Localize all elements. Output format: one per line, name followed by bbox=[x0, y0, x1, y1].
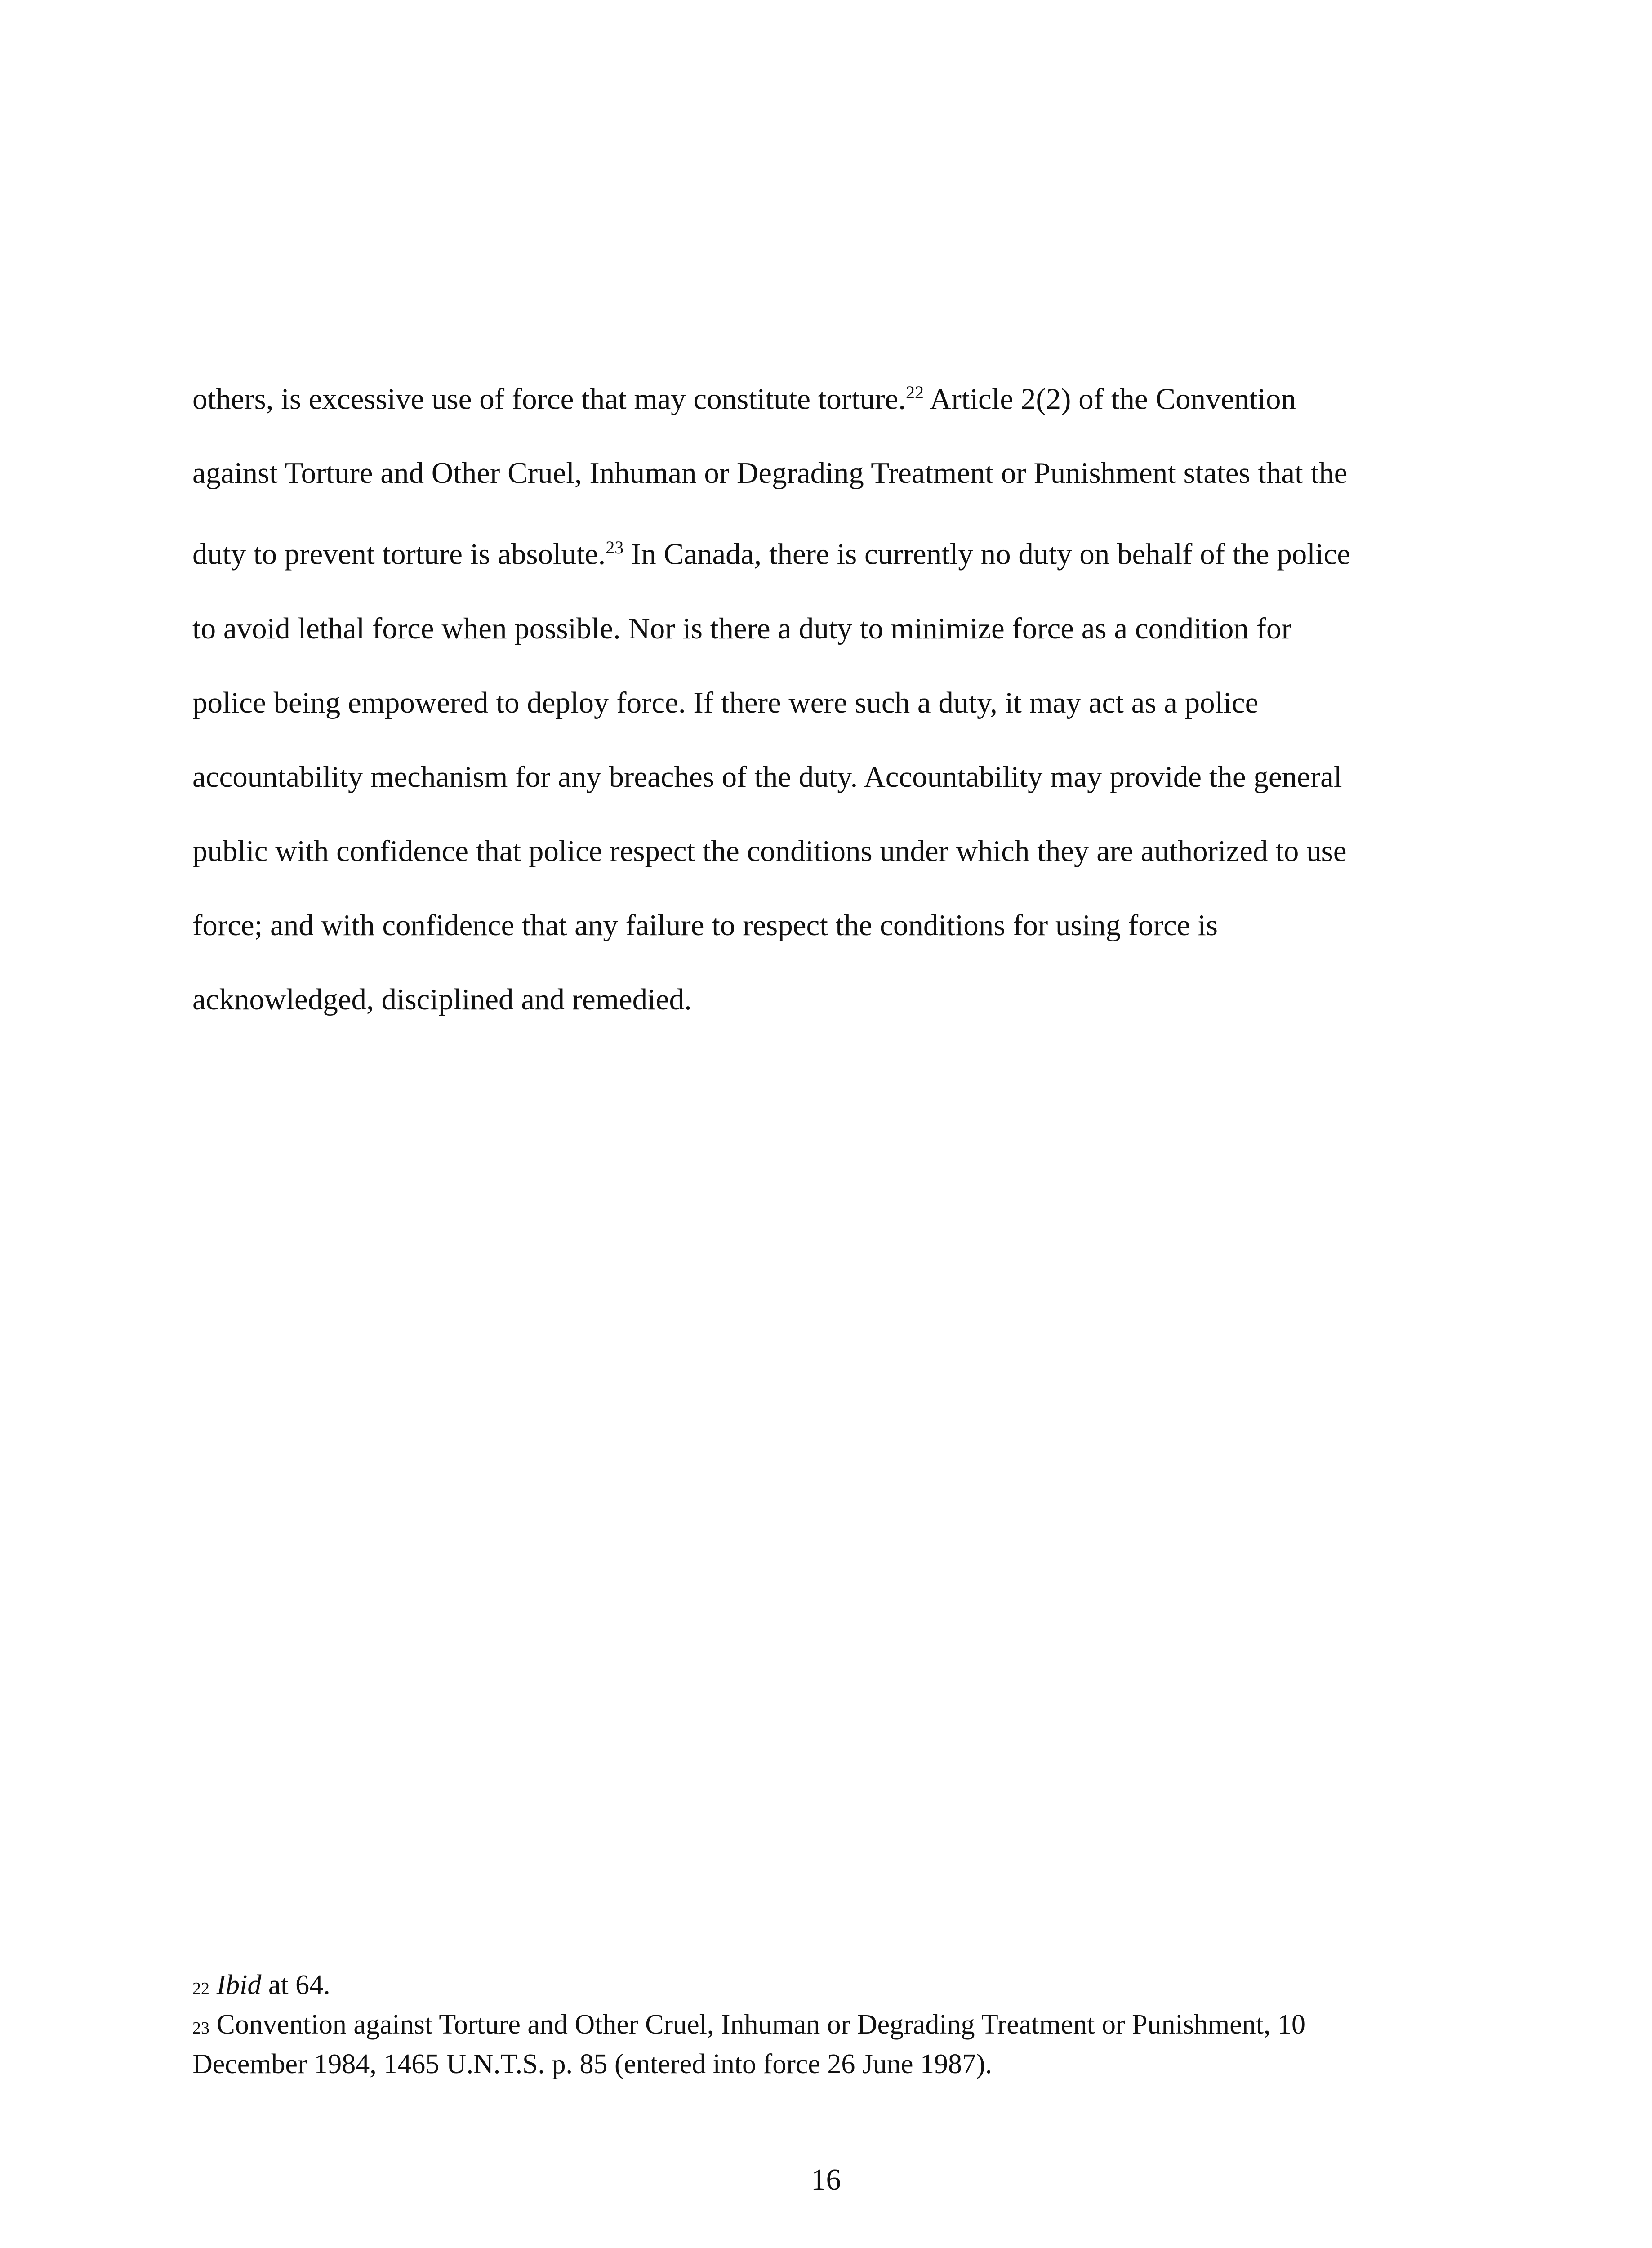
body-line: accountability mechanism for any breaches of the duty. Accountability may provide the general bbox=[192, 760, 1342, 794]
footnote-number: 22 bbox=[192, 1979, 209, 1998]
footnote-number: 23 bbox=[192, 2019, 209, 2038]
footnote-reference-23[interactable]: 23 bbox=[606, 537, 624, 558]
body-line: public with confidence that police respect the conditions under which they are authorized to use bbox=[192, 834, 1347, 868]
body-paragraph bbox=[192, 355, 1460, 1037]
body-line bbox=[192, 355, 1460, 436]
page-number: 16 bbox=[811, 2163, 841, 2196]
body-text-fragment: others, is excessive use of force that may constitute torture. bbox=[192, 382, 906, 416]
footnote-italic-citation: Ibid bbox=[216, 1970, 262, 2000]
body-line bbox=[192, 510, 1460, 591]
footnote-reference-22[interactable]: 22 bbox=[906, 382, 924, 402]
footnote-22 bbox=[192, 1967, 1460, 2007]
body-text-fragment: duty to prevent torture is absolute. bbox=[192, 537, 606, 571]
footnotes-section bbox=[192, 1967, 1460, 2082]
body-line: acknowledged, disciplined and remedied. bbox=[192, 982, 692, 1016]
footnote-text: Convention against Torture and Other Cruel, Inhuman or Degrading Treatment or Punishment, 10 bbox=[209, 2009, 1305, 2040]
footnote-text: at 64. bbox=[261, 1970, 330, 2000]
body-line: against Torture and Other Cruel, Inhuman or Degrading Treatment or Punishment states that the bbox=[192, 456, 1348, 490]
body-line: to avoid lethal force when possible. Nor is there a duty to minimize force as a condition for bbox=[192, 611, 1291, 645]
body-line: force; and with confidence that any failure to respect the conditions for using force is bbox=[192, 908, 1218, 942]
footnote-23 bbox=[192, 2007, 1460, 2046]
body-line: police being empowered to deploy force. If there were such a duty, it may act as a police bbox=[192, 686, 1259, 719]
footnote-23-continuation: December 1984, 1465 U.N.T.S. p. 85 (entered into force 26 June 1987). bbox=[192, 2049, 993, 2079]
body-text-fragment: In Canada, there is currently no duty on behalf of the police bbox=[623, 537, 1350, 571]
body-text-fragment: Article 2(2) of the Convention bbox=[924, 382, 1296, 416]
